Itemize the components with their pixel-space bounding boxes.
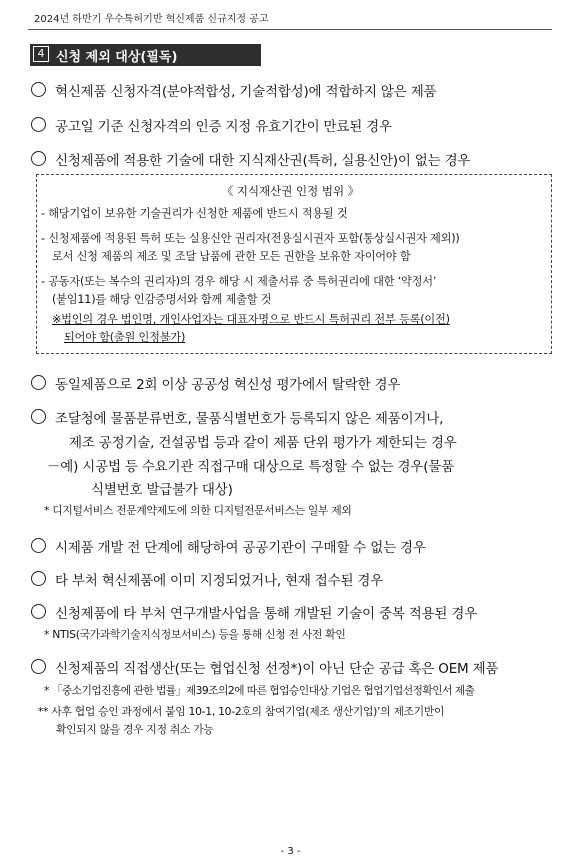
exclusion-item: 공고일 기준 신청자격의 인증 지정 유효기간이 만료된 경우 (55, 119, 392, 135)
exclusion-item: 신청제품에 타 부처 연구개발사업을 통해 개발된 기술이 중복 적용된 경우 (55, 606, 478, 622)
ip-scope-note: 되어야 함(출원 인정불가) (64, 331, 186, 344)
bullet-circle-icon (31, 571, 46, 586)
exclusion-item: 신청제품의 직접생산(또는 협업신청 선정*)이 아닌 단순 공급 혹은 OEM 제품 (55, 661, 499, 677)
bullet-circle-icon (31, 604, 46, 619)
ip-scope-line: - 해당기업이 보유한 기술권리가 신청한 제품에 반드시 적용될 것 (41, 207, 348, 220)
bullet-circle-icon (31, 659, 46, 674)
exclusion-note: ** 사후 협업 승인 과정에서 붙임 10-1, 10-2호의 참여기업(제조 생산기업)’의 제조기반이 (38, 705, 445, 718)
section-title: 신청 제외 대상(필독) (56, 50, 178, 65)
bullet-circle-icon (31, 375, 46, 390)
ip-scope-box (36, 174, 552, 354)
exclusion-item-example: －예) 시공법 등 수요기관 직접구매 대상으로 특정할 수 없는 경우(물품 (47, 459, 454, 475)
exclusion-note: * 「중소기업진흥에 관한 법률」제39조의2에 따른 협업승인대상 기업은 협업기업선정확인서 제출 (44, 684, 475, 697)
bullet-circle-icon (31, 538, 46, 553)
bullet-circle-icon (31, 151, 46, 166)
document-header: 2024년 하반기 우수특허기반 혁신제품 신규지정 공고 (34, 14, 269, 25)
exclusion-item: 혁신제품 신청자격(분야적합성, 기술적합성)에 적합하지 않은 제품 (55, 84, 437, 100)
bullet-circle-icon (31, 82, 46, 97)
ip-scope-title: 《 지식재산권 인정 범위 》 (221, 184, 360, 198)
exclusion-item: 시제품 개발 전 단계에 해당하여 공공기관이 구매할 수 없는 경우 (55, 540, 426, 556)
header-rule (28, 29, 552, 30)
exclusion-item-cont: 제조 공정기술, 건설공법 등과 같이 제품 단위 평가가 제한되는 경우 (69, 435, 457, 451)
exclusion-item: 동일제품으로 2회 이상 공공성 혁신성 평가에서 탈락한 경우 (55, 377, 401, 393)
section-number: 4 (33, 46, 49, 62)
ip-scope-note: ※법인의 경우 법인명, 개인사업자는 대표자명으로 반드시 특허권리 전부 등록(이전) (52, 313, 450, 326)
ip-scope-line: 로서 신청 제품의 제조 및 조달 납품에 관한 모든 권한을 보유한 자이어야 함 (52, 250, 411, 263)
bullet-circle-icon (31, 409, 46, 424)
exclusion-note: * 디지털서비스 전문계약제도에 의한 디지털전문서비스는 일부 제외 (44, 504, 352, 517)
ip-scope-line: - 신청제품에 적용된 특허 또는 실용신안 권리자(전용실시권자 포함(통상실시권자 제외)) (41, 232, 460, 245)
bullet-circle-icon (31, 117, 46, 132)
exclusion-note: 확인되지 않을 경우 지정 취소 가능 (56, 723, 214, 736)
exclusion-item: 신청제품에 적용한 기술에 대한 지식재산권(특허, 실용신안)이 없는 경우 (55, 153, 471, 169)
exclusion-item: 타 부처 혁신제품에 이미 지정되었거나, 현재 접수된 경우 (55, 573, 384, 589)
exclusion-note: * NTIS(국가과학기술지식정보서비스) 등을 통해 신청 전 사전 확인 (44, 628, 346, 641)
ip-scope-line: (붙임11)를 해당 인감증명서와 함께 제출할 것 (52, 293, 272, 306)
ip-scope-line: - 공동자(또는 복수의 권리자)의 경우 해당 시 제출서류 중 특허권리에 대한 ‘약정서’ (41, 275, 437, 288)
exclusion-item-cont: 식별번호 발급불가 대상) (91, 482, 233, 498)
page-number: - 3 - (280, 846, 301, 857)
exclusion-item: 조달청에 물품분류번호, 물품식별번호가 등록되지 않은 제품이거나, (55, 411, 444, 427)
